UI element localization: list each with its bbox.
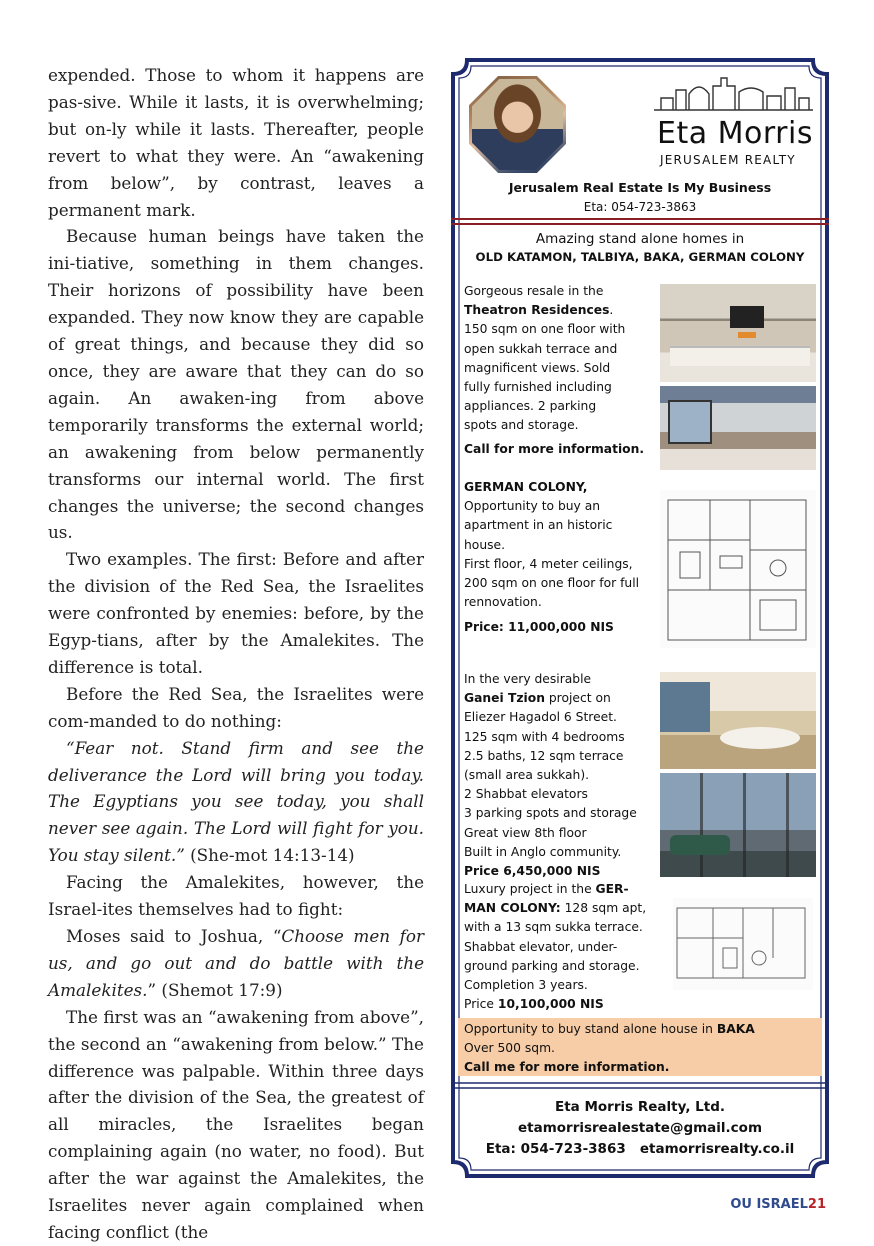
quote-shemot-14: “Fear not. Stand firm and see the deliverance the Lord will bring you today. The Egyptians you see today, you shall never see again. The Lord will fight for you. You stay silent.” <box>48 737 424 866</box>
listing-german-colony-luxury: Luxury project in the GER- MAN COLONY: 128 sqm apt, with a 13 sqm sukka terrace. Shabbat elevator, under- ground parking and storage. Completion 3 years. Price 10,100,000 NIS <box>464 882 647 1012</box>
listing-theatron-cta: Call for more information. <box>464 441 645 456</box>
article-paragraph-5 <box>48 735 424 870</box>
listing-baka: Opportunity to buy stand alone house in BAKA Over 500 sqm. Call me for more information. <box>464 1022 755 1075</box>
ganei-tzion-dining-photo <box>660 672 816 769</box>
contact-phone[interactable]: Eta: 054-723-3863 <box>485 1141 626 1157</box>
publication-name: OU ISRAEL <box>730 1197 808 1212</box>
contact-email-link[interactable]: etamorrisrealestate@gmail.com <box>517 1120 763 1136</box>
article-paragraph-1: expended. Those to whom it happens are pas-sive. While it lasts, it is overwhelming; but on-ly while it lasts. Thereafter, people revert to what they were. An “awakening from below”, by contrast, leaves a permanent mark. <box>48 65 424 220</box>
article-column <box>48 62 424 1246</box>
quote-shemot-17: Choose men for us, and go out and do battle with the Amalekites. <box>48 926 424 1000</box>
logo-name: Eta Morris <box>657 116 813 151</box>
contact-website-link[interactable]: etamorrisrealty.co.il <box>639 1141 795 1157</box>
german-colony-floor-plan <box>660 490 816 648</box>
citation-shemot-17: ” (Shemot 17:9) <box>147 979 283 1000</box>
article-paragraph-6: Facing the Amalekites, however, the Israel-ites themselves had to fight: <box>48 872 424 920</box>
article-paragraph-3: Two examples. The first: Before and after the division of the Red Sea, the Israelites were confronted by enemies: before, by the Egyp-tians, after by the Amalekites. The difference is total. <box>48 549 424 677</box>
listing-theatron: Gorgeous resale in the Theatron Residences. 150 sqm on one floor with open sukkah terrace and magnificent views. Sold fully furnished including appliances. 2 parking spots and storage. Call for more information. <box>464 284 645 456</box>
agent-phone[interactable]: Eta: 054-723-3863 <box>583 200 697 214</box>
luxury-floor-plan <box>673 898 813 990</box>
article-paragraph-4: Before the Red Sea, the Israelites were com-manded to do nothing: <box>48 683 424 731</box>
real-estate-ad <box>451 58 829 1178</box>
ganei-tzion-view-photo <box>660 773 816 877</box>
page-footer <box>730 1197 826 1212</box>
listing-ganei-tzion: In the very desirable Ganei Tzion project on Eliezer Hagadol 6 Street. 125 sqm with 4 bedrooms 2.5 baths, 12 sqm terrace (small area sukkah). 2 Shabbat elevators 3 parking spots and storage Great view 8th floor Built in Anglo community. Price 6,450,000 NIS <box>464 672 637 879</box>
theatron-lounge-photo <box>660 386 816 470</box>
baka-cta: Call me for more information. <box>464 1060 670 1075</box>
page-number: 21 <box>807 1197 826 1212</box>
company-name: Eta Morris Realty, Ltd. <box>554 1099 726 1115</box>
listing-ganei-tzion-price: Price 6,450,000 NIS <box>464 864 601 879</box>
banner-line-1: Amazing stand alone homes in <box>535 231 745 247</box>
ad-tagline: Jerusalem Real Estate Is My Business <box>508 180 772 195</box>
listing-luxury-price: 10,100,000 NIS <box>497 997 604 1012</box>
quote-lead: Moses said to Joshua, “ <box>66 926 282 946</box>
theatron-living-room-photo <box>660 284 816 382</box>
article-paragraph-8: The first was an “awakening from above”, the second an “awakening from below.” The difference was palpable. Within three days after the division of the Sea, the greatest of all miracles, the Israelites began complaining again (no water, no food). But after the war against the Amalekites, the Israelites never again complained when facing conflict (the <box>48 1006 424 1242</box>
logo-subtitle: JERUSALEM REALTY <box>660 153 796 167</box>
listing-german-colony: GERMAN COLONY, Opportunity to buy an apartment in an historic house. First floor, 4 meter ceilings, 200 sqm on one floor for full rennovation. Price: 11,000,000 NIS <box>464 480 640 635</box>
article-paragraph-2: Because human beings have taken the ini-tiative, something in them changes. Their horizons of possibility have been expanded. They now know they are capable of great things, and because they did so once, they are aware that they can do so again. An awaken-ing from above temporarily transforms the external world; an awakening from below permanently transforms our internal world. The first changes the universe; the second changes us. <box>48 226 424 543</box>
article-paragraph-7 <box>48 923 424 1004</box>
contact-line <box>451 1141 829 1157</box>
listing-german-colony-price: Price: 11,000,000 NIS <box>464 620 614 635</box>
citation-shemot-14: (She-mot 14:13-14) <box>184 845 355 866</box>
banner-neighborhoods: OLD KATAMON, TALBIYA, BAKA, GERMAN COLONY <box>475 250 805 264</box>
